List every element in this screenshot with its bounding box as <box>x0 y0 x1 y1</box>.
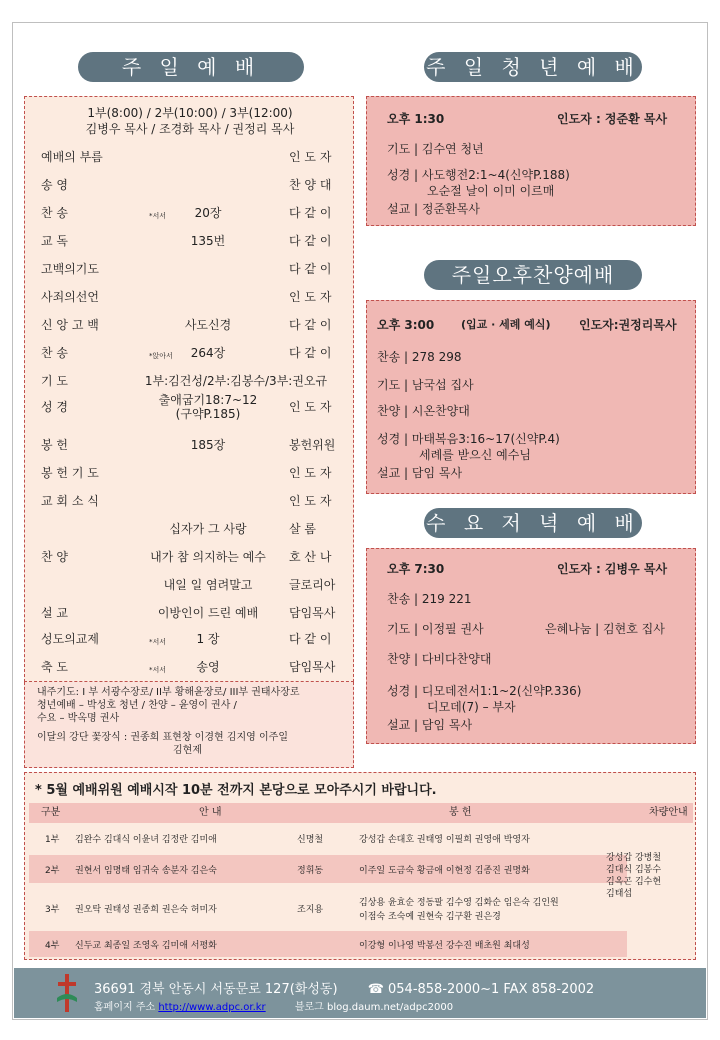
committee-box <box>24 772 696 960</box>
worship-item: 기 도 <box>41 374 68 388</box>
worship-detail: 135번 <box>190 234 226 248</box>
worship-detail: 264장 <box>190 346 226 360</box>
worship-row <box>41 437 347 453</box>
worship-item: 사죄의선언 <box>41 290 99 304</box>
worship-leader: 인 도 자 <box>289 290 332 304</box>
afternoon-scripture: 성경 | 마태복음3:16~17(신약P.4) <box>377 432 560 446</box>
afternoon-sermon: 설교 | 담임 목사 <box>377 466 463 480</box>
afternoon-sermon-title: 세례를 받으신 예수님 <box>419 448 531 462</box>
vehicle-list <box>606 852 668 900</box>
worship-detail: 이방인이 드린 예배 <box>157 606 259 620</box>
header-part: 구분 <box>41 807 61 818</box>
note-line: 김현제 <box>173 745 202 756</box>
worship-detail: 20장 <box>194 206 222 220</box>
committee-offering: 이점숙 조숙예 권현숙 김구환 권은경 <box>359 912 501 922</box>
committee-offering: 이주일 도금숙 황금애 이현정 김종진 권명화 <box>359 866 530 876</box>
footer-address: 36691 경북 안동시 서동문로 127(화성동) <box>94 982 338 997</box>
worship-row <box>41 289 347 305</box>
worship-item: 성도의교제 <box>41 632 99 646</box>
wednesday-share: 은혜나눔 | 김현호 집사 <box>545 622 665 636</box>
afternoon-leader: 인도자:권정리목사 <box>579 318 677 332</box>
worship-row <box>41 549 347 565</box>
youth-sermon: 설교 | 정준환목사 <box>387 202 480 216</box>
worship-leader: 인 도 자 <box>289 466 332 480</box>
header-guide: 안 내 <box>199 807 222 818</box>
wednesday-title: 수 요 저 녁 예 배 <box>424 508 642 538</box>
note-line: 수요 – 박옥명 권사 <box>37 713 120 724</box>
worship-detail: 십자가 그 사랑 <box>169 522 247 536</box>
worship-leader: 살 롬 <box>289 522 316 536</box>
committee-table-header <box>29 803 693 823</box>
committee-lead: 정휘동 <box>297 866 324 876</box>
header-offering: 봉 헌 <box>449 807 472 818</box>
worship-row <box>41 317 347 333</box>
homepage-label: 홈페이지 주소 <box>94 1002 156 1013</box>
worship-leader: 인 도 자 <box>289 494 332 508</box>
worship-row <box>41 149 347 165</box>
wednesday-service-box <box>366 548 696 744</box>
vehicle-line: 김대식 김봉수 <box>606 865 662 875</box>
committee-title: * 5월 예배위원 예배시작 10분 전까지 본당으로 모아주시기 바랍니다. <box>35 783 437 798</box>
committee-guide: 권오탁 권태성 권종희 권은숙 허미자 <box>75 905 217 915</box>
worship-detail: 사도신경 <box>184 318 232 332</box>
worship-item: 신 앙 고 백 <box>41 318 99 332</box>
worship-leader: 담임목사 <box>289 660 336 674</box>
worship-row <box>41 493 347 509</box>
committee-row <box>29 827 627 849</box>
worship-row <box>41 631 347 647</box>
sunday-times <box>25 105 355 137</box>
youth-sermon-title: 오순절 날이 이미 이르매 <box>427 184 555 198</box>
committee-row <box>29 891 627 925</box>
wednesday-praise: 찬양 | 다비다찬양대 <box>387 652 492 666</box>
wednesday-sermon: 설교 | 담임 목사 <box>387 718 473 732</box>
worship-leader: 담임목사 <box>289 606 336 620</box>
preachers: 김병우 목사 / 조경화 목사 / 권정리 목사 <box>85 122 295 136</box>
worship-item: 봉 헌 기 도 <box>41 466 99 480</box>
worship-leader: 찬 양 대 <box>289 178 332 192</box>
wednesday-scripture: 성경 | 디모데전서1:1~2(신약P.336) <box>387 684 582 698</box>
worship-item: 찬 양 <box>41 550 68 564</box>
committee-offering: 강성갑 손대호 권태영 이필희 권영애 박영자 <box>359 835 530 845</box>
worship-row <box>41 659 347 675</box>
youth-leader: 인도자 : 정준환 목사 <box>557 112 668 126</box>
worship-row <box>41 233 347 249</box>
posture-note: *서서 <box>149 666 167 674</box>
vehicle-line: 김태섭 <box>606 889 633 899</box>
committee-offering: 이강형 이나영 박봉선 강수진 배초원 최대성 <box>359 941 530 951</box>
wednesday-time: 오후 7:30 <box>387 562 445 576</box>
youth-scripture: 성경 | 사도행전2:1~4(신약P.188) <box>387 168 570 182</box>
worship-row <box>41 373 347 389</box>
worship-leader: 인 도 자 <box>289 150 332 164</box>
youth-time: 오후 1:30 <box>387 112 445 126</box>
committee-part: 3부 <box>45 905 60 915</box>
worship-detail: 출애굽기18:7~12 (구약P.185) <box>158 393 258 421</box>
worship-detail: 1부:김건성/2부:김봉수/3부:권오규 <box>144 374 328 388</box>
note-line: 이달의 강단 꽃장식 : 권종희 표현창 이경현 김지영 이주일 <box>37 732 288 743</box>
church-cross-icon <box>54 972 80 1014</box>
wednesday-sermon-title: 디모데(7) – 부자 <box>427 700 516 714</box>
worship-row <box>41 521 347 537</box>
committee-offering: 김상용 윤효순 정동팔 김수영 김화순 임은숙 김인원 <box>359 898 559 908</box>
worship-leader: 글로리아 <box>289 578 336 592</box>
service-times: 1부(8:00) / 2부(10:00) / 3부(12:00) <box>87 106 293 120</box>
worship-item: 찬 송 <box>41 346 68 360</box>
afternoon-praise: 찬양 | 시온찬양대 <box>377 404 470 418</box>
worship-leader: 다 같 이 <box>289 346 332 360</box>
worship-leader: 다 같 이 <box>289 206 332 220</box>
committee-lead: 신명철 <box>297 835 324 845</box>
worship-leader: 다 같 이 <box>289 262 332 276</box>
youth-service-box <box>366 96 696 226</box>
footer-line1 <box>94 978 594 997</box>
wednesday-prayer: 기도 | 이정필 권사 <box>387 622 484 636</box>
worship-item: 축 도 <box>41 660 68 674</box>
worship-row <box>41 465 347 481</box>
worship-leader: 봉헌위원 <box>289 438 336 452</box>
sunday-notes <box>24 682 354 768</box>
worship-item: 교 독 <box>41 234 68 248</box>
worship-leader: 호 산 나 <box>289 550 332 564</box>
wednesday-hymn: 찬송 | 219 221 <box>387 592 472 606</box>
footer <box>14 968 706 1018</box>
sunday-title: 주 일 예 배 <box>78 52 304 82</box>
afternoon-hymn: 찬송 | 278 298 <box>377 350 462 364</box>
worship-item: 설 교 <box>41 606 68 620</box>
note-line: 내주기도: I 부 서광수장로/ II부 황해윤장로/ III부 권태사장로 <box>37 687 300 698</box>
afternoon-title: 주일오후찬양예배 <box>424 260 642 290</box>
sunday-service-box <box>24 96 354 682</box>
worship-leader: 다 같 이 <box>289 234 332 248</box>
worship-row <box>41 261 347 277</box>
wednesday-leader: 인도자 : 김병우 목사 <box>557 562 668 576</box>
worship-detail: 1 장 <box>196 632 220 646</box>
committee-row <box>29 855 627 883</box>
worship-leader: 다 같 이 <box>289 318 332 332</box>
worship-row <box>41 205 347 221</box>
worship-item: 예배의 부름 <box>41 150 103 164</box>
afternoon-prayer: 기도 | 남국섭 집사 <box>377 378 474 392</box>
worship-leader: 다 같 이 <box>289 632 332 646</box>
worship-row <box>41 605 347 621</box>
worship-item: 성 경 <box>41 400 68 414</box>
committee-row <box>29 931 627 957</box>
committee-guide: 신두교 최종일 조영옥 김미애 서평화 <box>75 941 217 951</box>
committee-part: 2부 <box>45 866 60 876</box>
header-vehicle: 차량안내 <box>649 807 688 818</box>
afternoon-note: (입교 · 세례 예식) <box>461 318 551 331</box>
footer-line2 <box>94 998 453 1013</box>
committee-part: 1부 <box>45 835 60 845</box>
worship-detail: 내일 일 염려말고 <box>163 578 253 592</box>
committee-lead: 조지용 <box>297 905 324 915</box>
worship-detail: 송영 <box>196 660 220 674</box>
youth-prayer: 기도 | 김수연 청년 <box>387 142 484 156</box>
footer-phone: ☎ 054-858-2000~1 FAX 858-2002 <box>367 982 595 997</box>
youth-title: 주 일 청 년 예 배 <box>424 52 642 82</box>
blog-link[interactable]: 블로그 blog.daum.net/adpc2000 <box>294 1002 454 1013</box>
committee-guide: 김완수 김대식 이윤녀 김정란 김미애 <box>75 835 217 845</box>
afternoon-service-box <box>366 300 696 494</box>
posture-note: *서서 <box>149 638 167 646</box>
worship-leader: 인 도 자 <box>289 400 332 414</box>
committee-guide: 권현서 임명태 임귀숙 송분자 김은숙 <box>75 866 217 876</box>
worship-item: 찬 송 <box>41 206 68 220</box>
worship-item: 고백의기도 <box>41 262 99 276</box>
worship-detail: 내가 참 의지하는 예수 <box>150 550 266 564</box>
posture-note: *앉아서 <box>149 352 173 360</box>
worship-item: 교 회 소 식 <box>41 494 99 508</box>
afternoon-time: 오후 3:00 <box>377 318 435 332</box>
vehicle-line: 강성갑 강병철 <box>606 853 662 863</box>
worship-row <box>41 577 347 593</box>
worship-row <box>41 393 347 421</box>
worship-row <box>41 177 347 193</box>
committee-part: 4부 <box>45 941 60 951</box>
vehicle-line: 김옥곤 김수현 <box>606 877 662 887</box>
worship-detail: 185장 <box>190 438 226 452</box>
worship-item: 송 영 <box>41 178 68 192</box>
homepage-link[interactable]: http://www.adpc.or.kr <box>158 1002 266 1013</box>
note-line: 청년예배 – 박성호 청년 / 찬양 – 윤영이 권사 / <box>37 700 237 711</box>
worship-row <box>41 345 347 361</box>
posture-note: *서서 <box>149 212 167 220</box>
worship-item: 봉 헌 <box>41 438 68 452</box>
